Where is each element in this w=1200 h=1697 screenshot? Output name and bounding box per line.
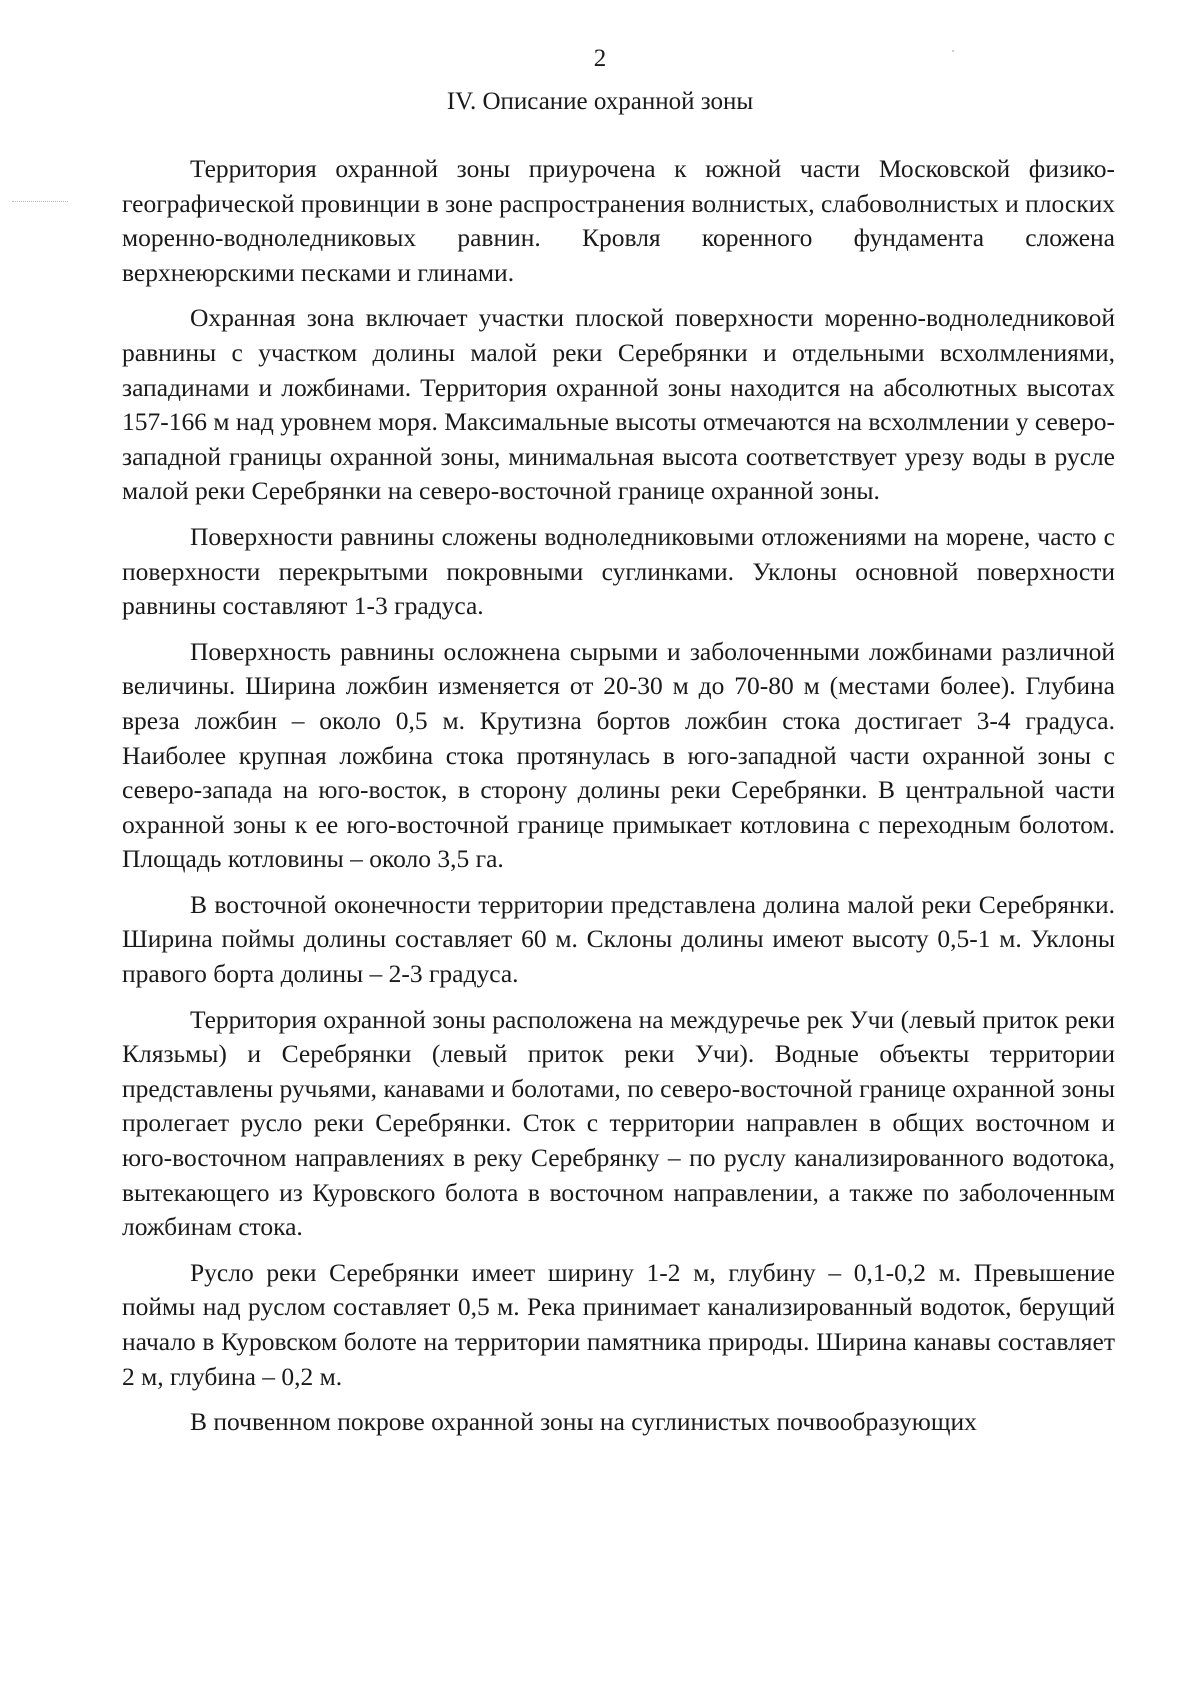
paragraph-2: Охранная зона включает участки плоской поверхности моренно-водноледниковой равнины с участком долины малой реки Серебрянки и отдельными всхолмлениями, западинами и ложбинами. Территория охранной зоны находится на абсолютных высотах 157-166 м над уровнем моря. Максимальные высоты отмечаются на всхолмлении у северо-западной границы охранной зоны, минимальная высота соответствует урезу воды в русле малой реки Серебрянки на северо-восточной границе охранной зоны.	[122, 303, 1115, 506]
section-title: IV. Описание охранной зоны	[446, 88, 754, 115]
paragraph-3: Поверхности равнины сложены водноледниковыми отложениями на морене, часто с поверхности перекрытыми покровными суглинками. Уклоны основной поверхности равнины составляют 1-3 градуса.	[122, 521, 1115, 621]
paragraph-1: Территория охранной зоны приурочена к южной части Московской физико-географической провинции в зоне распространения волнистых, слабоволнистых и плоских моренно-водноледниковых равнин. Кровля коренного фундамента сложена верхнеюрскими песками и глинами.	[122, 154, 1115, 287]
paragraph-4: Поверхность равнины осложнена сырыми и заболоченными ложбинами различной величины. Ширина ложбин изменяется от 20-30 м до 70-80 м (местами более). Глубина вреза ложбин – около 0,5 м. Крутизна бортов ложбин стока достигает 3-4 градуса. Наиболее крупная ложбина стока протянулась в юго-западной части охранной зоны с северо-запада на юго-восток, в сторону долины реки Серебрянки. В центральной части охранной зоны к ее юго-восточной границе примыкает котловина с переходным болотом. Площадь котловины – около 3,5 га.	[122, 636, 1115, 874]
page-number: 2	[593, 45, 607, 72]
paragraph-7: Русло реки Серебрянки имеет ширину 1-2 м, глубину – 0,1-0,2 м. Превышение поймы над руслом составляет 0,5 м. Река принимает канализированный водоток, берущий начало в Куровском болоте на территории памятника природы. Ширина канавы составляет 2 м, глубина – 0,2 м.	[122, 1257, 1115, 1391]
paragraph-8: В почвенном покрове охранной зоны на суглинистых почвообразующих	[190, 1407, 977, 1437]
body-text	[122, 152, 1115, 1451]
paragraph-6: Территория охранной зоны расположена на междуречье рек Учи (левый приток реки Клязьмы) и Серебрянки (левый приток реки Учи). Водные объекты территории представлены ручьями, канавами и болотами, по северо-восточной границе охранной зоны пролегает русло реки Серебрянки. Сток с территории направлен в общих восточном и юго-восточном направлениях в реку Серебрянку – по руслу канализированного водотока, вытекающего из Куровского болота в восточном направлении, а также по заболоченным ложбинам стока.	[122, 1004, 1115, 1242]
scan-margin-mark	[12, 201, 68, 203]
paragraph-5: В восточной оконечности территории представлена долина малой реки Серебрянки. Ширина поймы долины составляет 60 м. Склоны долины имеют высоту 0,5-1 м. Уклоны правого борта долины – 2-3 градуса.	[122, 889, 1115, 989]
